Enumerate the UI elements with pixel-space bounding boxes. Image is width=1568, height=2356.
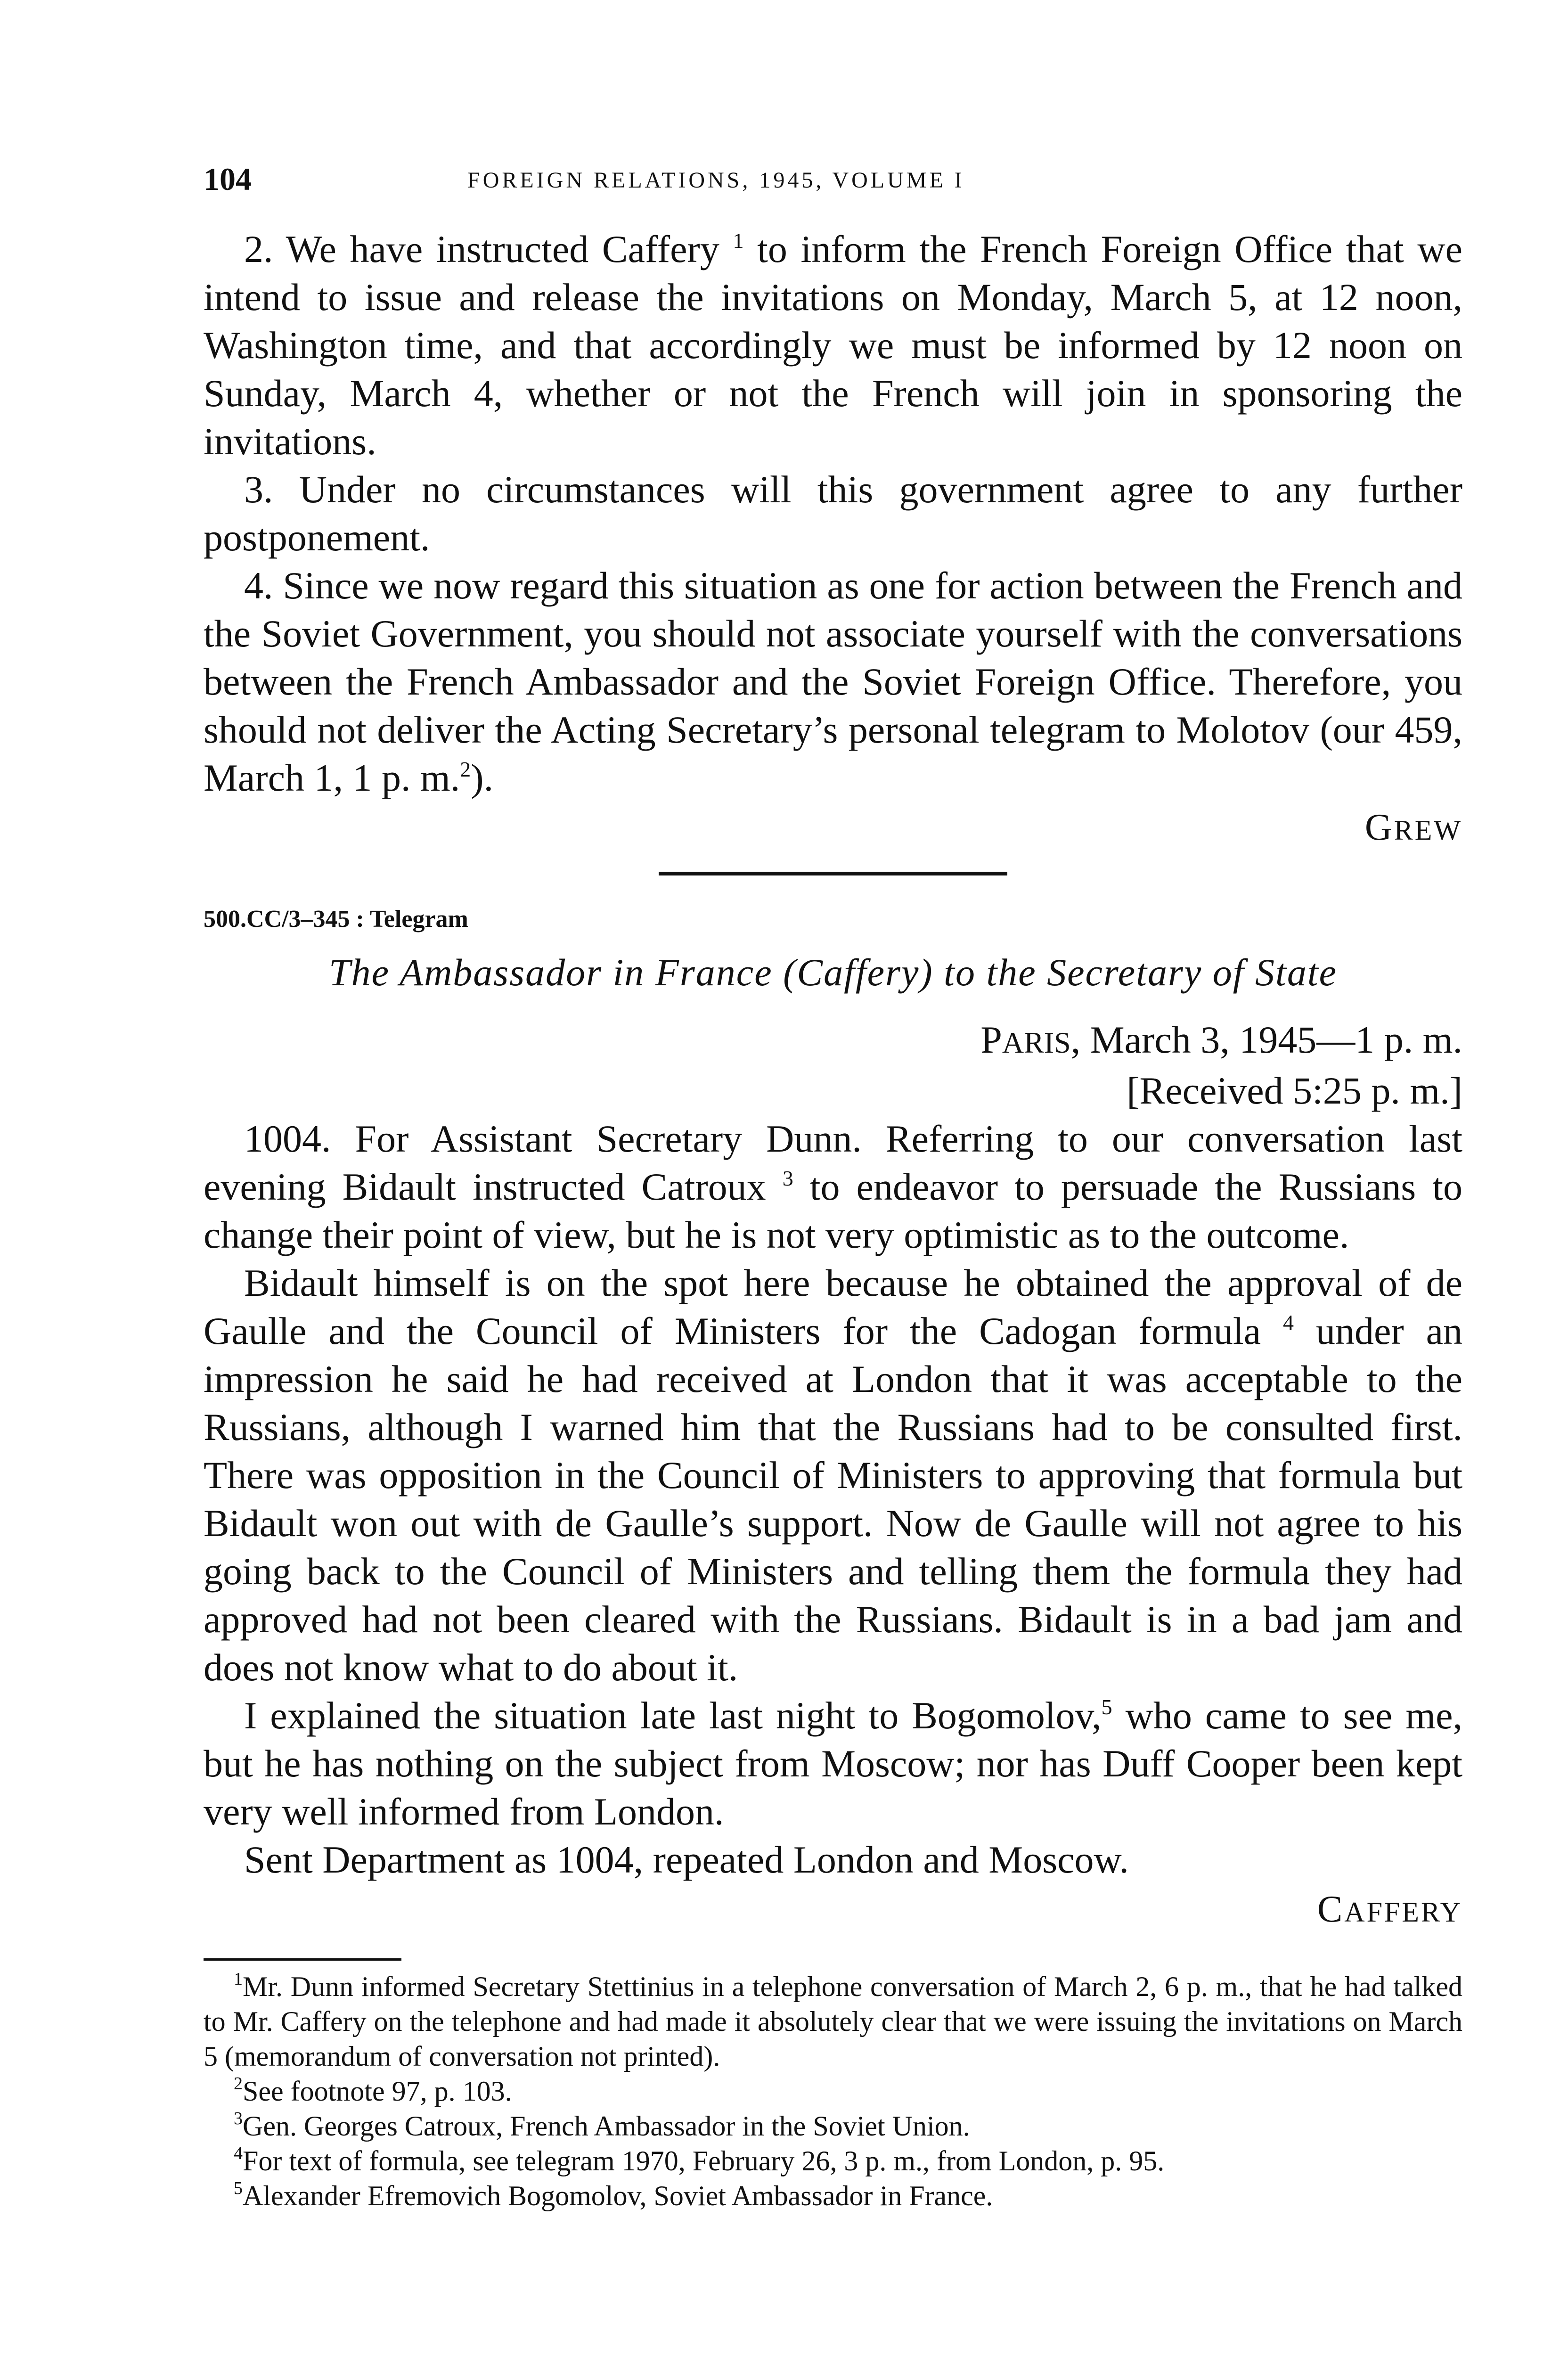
paragraph-text: to endeavor to persuade the Russians to change their point of view, but he is not very optimistic as to the outcome. <box>204 1165 1462 1256</box>
footnote-text: For text of formula, see telegram 1970, February 26, 3 p. m., from London, p. 95. <box>243 2145 1165 2176</box>
footnote-text: Gen. Georges Catroux, French Ambassador in the Soviet Union. <box>243 2111 970 2142</box>
document-title: The Ambassador in France (Caffery) to the Secretary of State <box>328 951 1338 994</box>
paragraph-3: 3. Under no circumstances will this government agree to any further postponement. <box>204 468 1462 559</box>
paragraph-text: who came to see me, but he has nothing on the subject from Moscow; nor has Duff Cooper been kept very well informed from London. <box>204 1694 1462 1833</box>
signature-initial: G <box>1364 807 1394 848</box>
paragraph-text: 1004. For Assistant Secretary Dunn. Referring to our conversation last evening Bidault instructed Catroux <box>204 1117 1462 1208</box>
dateline-place-rest: ARIS <box>1002 1026 1071 1059</box>
paragraph-bidault <box>204 1259 1462 1692</box>
dateline-place-initial: P <box>980 1018 1002 1061</box>
telegram-continuation <box>204 225 1462 849</box>
paragraph-1004 <box>204 1115 1462 1259</box>
footnote-ref-4: 4 <box>1283 1310 1294 1334</box>
footnote-marker: 4 <box>234 2143 243 2163</box>
footnote-text: See footnote 97, p. 103. <box>243 2076 512 2107</box>
footnote-marker: 3 <box>234 2109 243 2128</box>
footnotes <box>204 1969 1462 2213</box>
footnote <box>204 1969 1462 2074</box>
paragraph-text: 4. Since we now regard this situation as one for action between the French and the Soviet Government, you should not associate yourself with the conversations between the French Ambassador and the Soviet Foreign Office. Therefore, you should not deliver the Acting Secretary’s personal telegram to Molotov (our 459, March 1, 1 p. m. <box>204 564 1462 799</box>
footnote <box>204 2109 1462 2143</box>
paragraph-text: under an impression he said he had received at London that it was acceptable to the Russians, although I warned him that the Russians had to be consulted first. There was opposition in the Council of Ministers to approving that formula but Bidault won out with de Gaulle’s support. Now de Gaulle will not agree to his going back to the Council of Ministers and telling them the formula they had approved had not been cleared with the Russians. Bidault is in a bad jam and does not know what to do about it. <box>204 1309 1462 1689</box>
telegram-body <box>204 1115 1462 1931</box>
received-time: [Received 5:25 p. m.] <box>1127 1069 1462 1112</box>
footnote-ref-3: 3 <box>782 1166 793 1190</box>
footnote <box>204 2178 1462 2213</box>
paragraph-2 <box>204 225 1462 466</box>
paragraph-text: I explained the situation late last night to Bogomolov, <box>244 1694 1102 1737</box>
document-page <box>204 160 1462 2213</box>
page-number: 104 <box>204 161 252 197</box>
signature-caffery <box>204 1890 1462 1931</box>
footnote-marker: 5 <box>234 2178 243 2198</box>
footnote-rule <box>204 1958 401 1961</box>
footnote-ref-1: 1 <box>733 229 744 253</box>
paragraph-text: Bidault himself is on the spot here because he obtained the approval of de Gaulle and the Council of Ministers for the Cadogan formula <box>204 1261 1462 1352</box>
signature-initial: C <box>1317 1889 1345 1930</box>
paragraph-4 <box>204 562 1462 802</box>
footnote-marker: 2 <box>234 2074 243 2094</box>
dateline-date: , March 3, 1945—1 p. m. <box>1070 1018 1462 1061</box>
paragraph-text: ). <box>471 756 494 799</box>
footnote <box>204 2143 1462 2178</box>
footnote-marker: 1 <box>234 1969 243 1989</box>
running-head-title: FOREIGN RELATIONS, 1945, VOLUME I <box>467 168 965 193</box>
dateline <box>204 1016 1462 1115</box>
paragraph-text: to inform the French Foreign Office that we intend to issue and release the invitations on Monday, March 5, at 12 noon, Washington time, and that accordingly we must be informed by 12 noon on Sunday, March 4, whether or not the French will join in sponsoring the invitations. <box>204 228 1463 463</box>
footnote-ref-2: 2 <box>460 757 471 781</box>
paragraph-text: 2. We have instructed Caffery <box>244 228 733 270</box>
footnote-text: Alexander Efremovich Bogomolov, Soviet Ambassador in France. <box>243 2180 993 2211</box>
file-reference: 500.CC/3–345 : Telegram <box>204 906 468 933</box>
footnote <box>204 2074 1462 2109</box>
signature-rest: REW <box>1394 815 1462 846</box>
running-head <box>204 160 1462 198</box>
footnote-ref-5: 5 <box>1101 1695 1112 1719</box>
paragraph-bogomolov <box>204 1692 1462 1836</box>
paragraph-sent: Sent Department as 1004, repeated London and Moscow. <box>244 1838 1129 1881</box>
signature-rest: AFFERY <box>1344 1897 1462 1928</box>
signature-grew <box>204 809 1462 849</box>
section-divider <box>659 872 1007 875</box>
dateline-place-date <box>204 1016 1462 1067</box>
footnote-text: Mr. Dunn informed Secretary Stettinius in a telephone conversation of March 2, 6 p. m., that he had talked to Mr. Caffery on the telephone and had made it absolutely clear that we were issuing the invitations on March 5 (memorandum of conversation not printed). <box>204 1971 1462 2072</box>
